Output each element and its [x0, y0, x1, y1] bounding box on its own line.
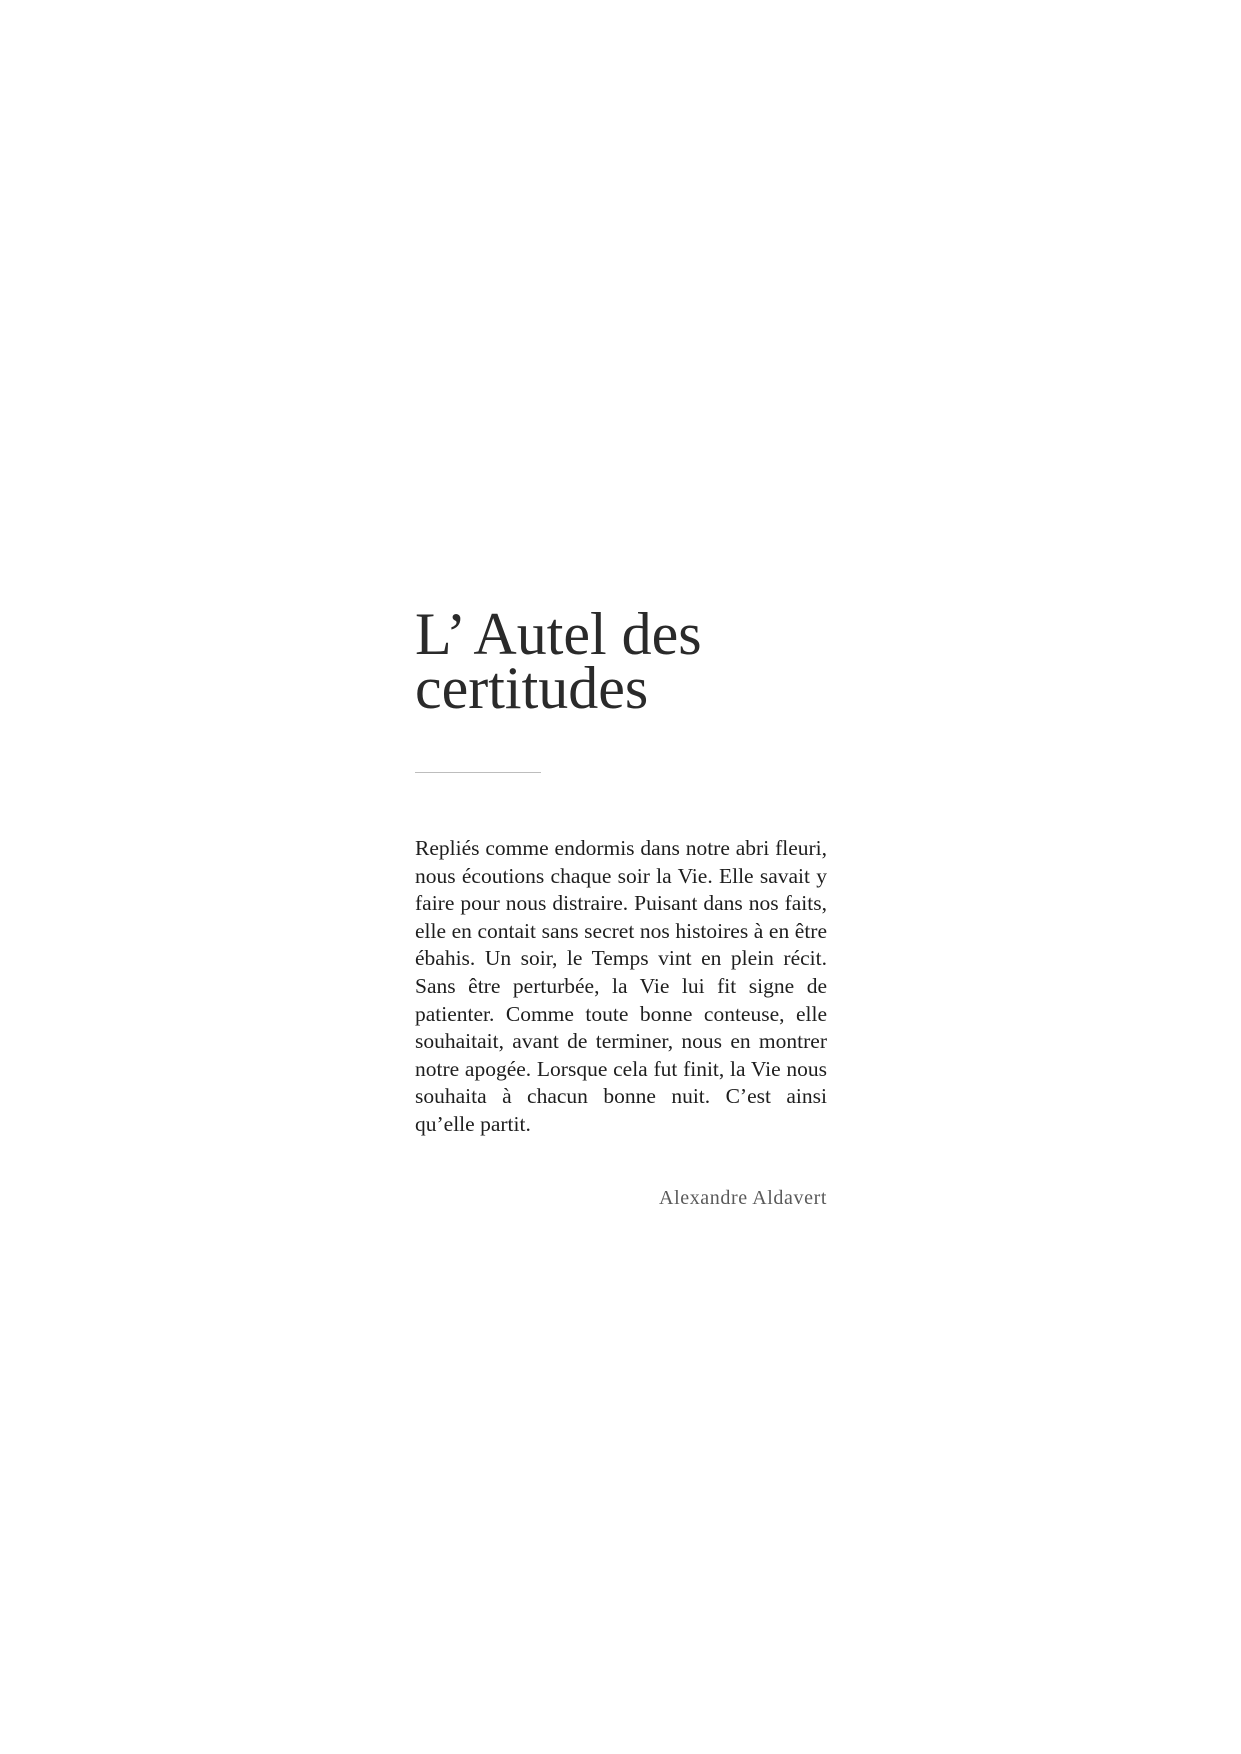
title-line-1: L’ Autel des: [415, 601, 702, 667]
title-divider: [415, 772, 541, 773]
title-line-2: certitudes: [415, 655, 649, 721]
body-paragraph: Repliés comme endormis dans notre abri fleuri, nous écoutions chaque soir la Vie. Elle savait y faire pour nous distraire. Puisant dans nos faits, elle en contait sans secret nos histoires à en être ébahis. Un soir, le Temps vint en plein récit. Sans être perturbée, la Vie lui fit signe de patienter. Comme toute bonne conteuse, elle souhaitait, avant de terminer, nous en montrer notre apogée. Lorsque cela fut finit, la Vie nous souhaita à chacun bonne nuit. C’est ainsi qu’elle partit.: [415, 836, 827, 1136]
text-block: [415, 601, 827, 1210]
author-signature: Alexandre Aldavert: [659, 1186, 827, 1209]
page-title: [415, 601, 827, 721]
